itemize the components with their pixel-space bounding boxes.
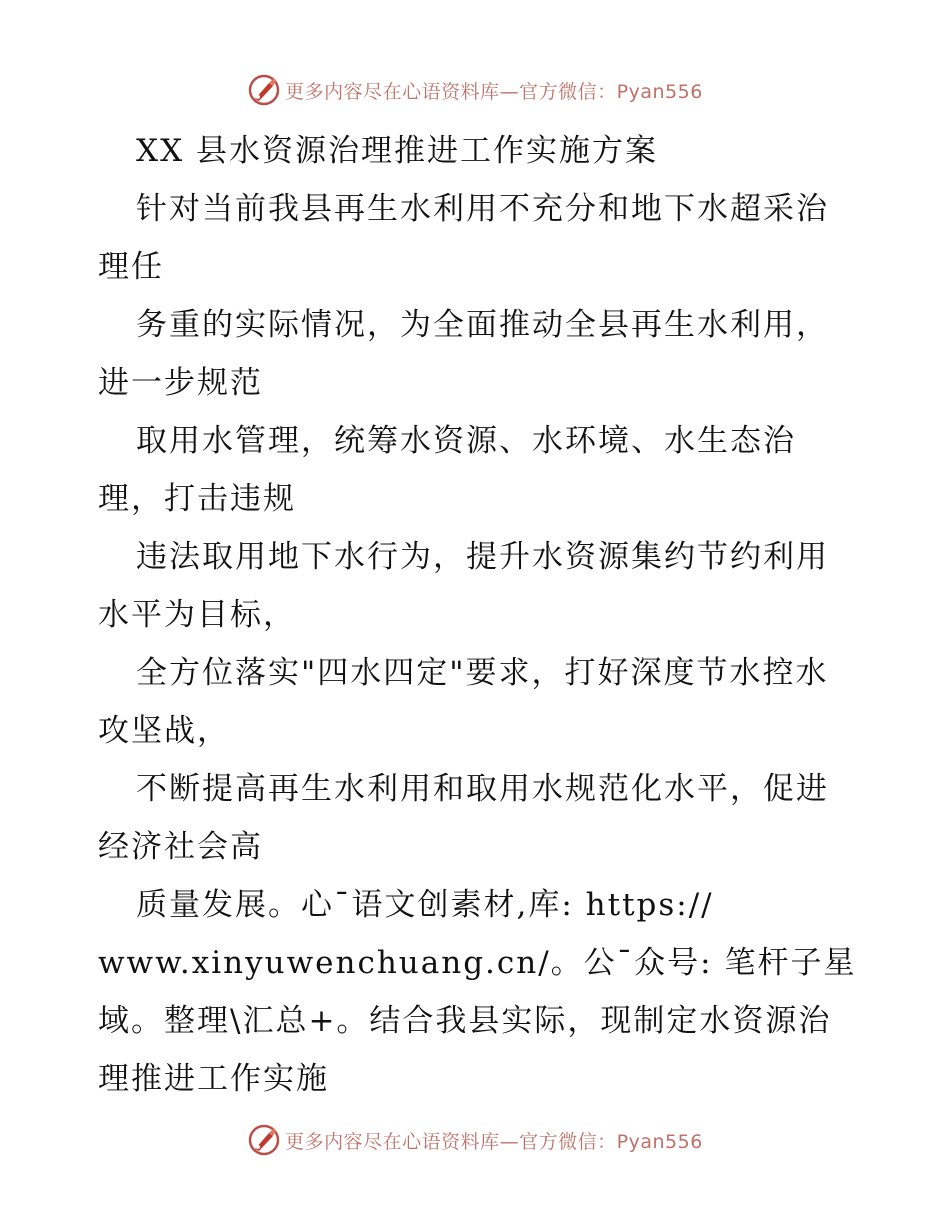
paragraph-line: 理任 xyxy=(98,249,164,285)
paragraph-line: 理推进工作实施 xyxy=(98,1061,329,1097)
banner-text: 更多内容尽在心语资料库—官方微信：Pyan556 xyxy=(285,80,703,103)
paragraph-line: 取用水管理，统筹水资源、水环境、水生态治 xyxy=(136,423,796,459)
paragraph-line: www.xinyuwenchuang.cn/。公¯众号: 笔杆子星 xyxy=(98,945,857,981)
document-body xyxy=(98,122,858,1108)
header-banner xyxy=(0,70,950,110)
paragraph-line: 不断提高再生水利用和取用水规范化水平，促进 xyxy=(136,771,829,807)
paragraph-line: 进一步规范 xyxy=(98,365,263,401)
paragraph-line: 针对当前我县再生水利用不充分和地下水超采治 xyxy=(136,191,829,227)
paragraph-line: 质量发展。心¯语文创素材,库: https:// xyxy=(136,887,714,923)
paragraph-line: 违法取用地下水行为，提升水资源集约节约利用 xyxy=(136,539,829,575)
quill-pen-logo-icon xyxy=(247,1123,281,1157)
paragraph-line: 理，打击违规 xyxy=(98,481,296,517)
paragraph-line: 全方位落实"四水四定"要求，打好深度节水控水 xyxy=(136,655,829,691)
paragraph-line: 域。整理\汇总+。结合我县实际，现制定水资源治 xyxy=(98,1003,832,1039)
quill-pen-logo-icon xyxy=(247,73,281,107)
footer-banner xyxy=(0,1120,950,1160)
banner-text: 更多内容尽在心语资料库—官方微信：Pyan556 xyxy=(285,1130,703,1153)
paragraph-line: 经济社会高 xyxy=(98,829,263,865)
paragraph-line: 攻坚战， xyxy=(98,713,230,749)
paragraph-line: 水平为目标， xyxy=(98,597,296,633)
document-title: XX 县水资源治理推进工作实施方案 xyxy=(136,133,658,169)
paragraph-line: 务重的实际情况，为全面推动全县再生水利用， xyxy=(136,307,829,343)
